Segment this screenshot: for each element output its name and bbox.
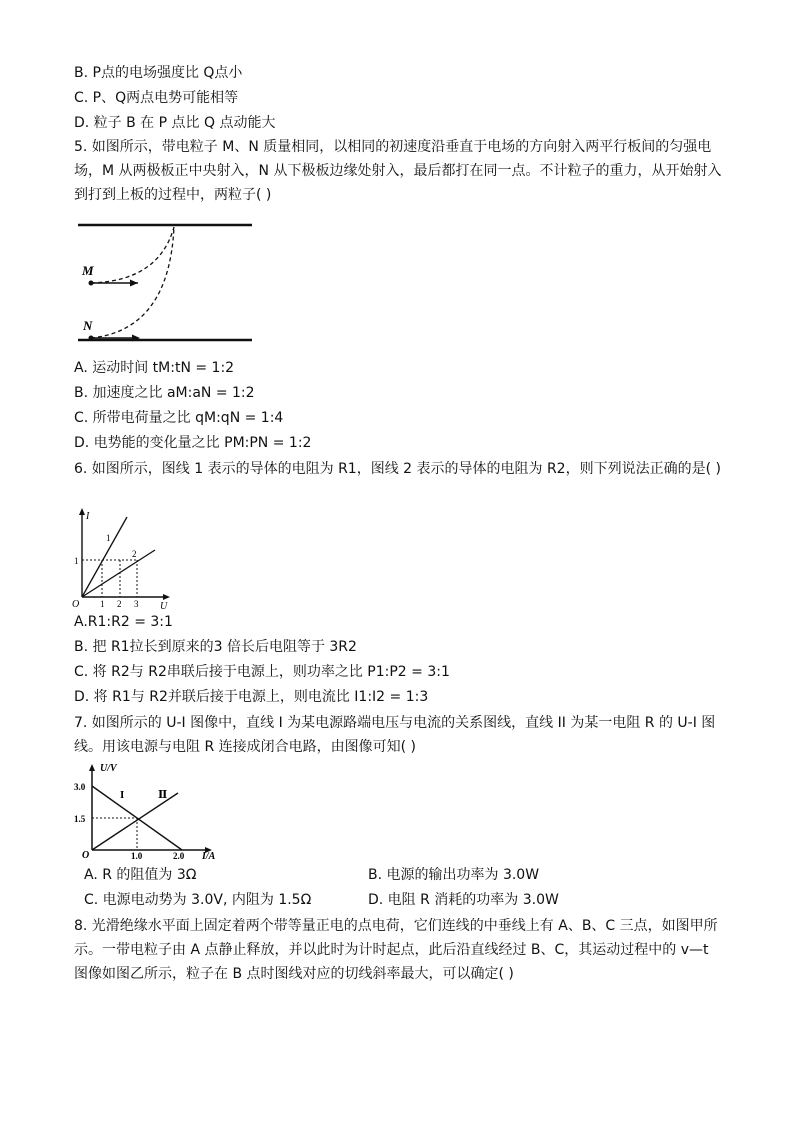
q7-figure-u-i-graph: [70, 758, 230, 863]
line-1-label: 1: [106, 533, 111, 543]
q6-option-c: C. 将 R2与 R2串联后接于电源上，则功率之比 P1:P2 = 3:1: [74, 664, 450, 680]
q5-option-c: C. 所带电荷量之比 qM:qN = 1:4: [74, 410, 284, 426]
arrowhead-m: [130, 280, 138, 287]
label-m: M: [82, 263, 94, 278]
q5-option-d: D. 电势能的变化量之比 PM:PN = 1:2: [74, 435, 312, 451]
x-tick-2-0: 2.0: [173, 851, 185, 861]
q6-option-d: D. 将 R1与 R2并联后接于电源上，则电流比 I1:I2 = 1:3: [74, 689, 429, 705]
y-axis-arrow: [89, 764, 95, 771]
x-tick-1-0: 1.0: [131, 851, 143, 861]
particle-n: [89, 336, 94, 341]
label-n: N: [83, 318, 93, 333]
q7-option-d: D. 电阻 R 消耗的功率为 3.0W: [368, 892, 559, 908]
x-tick-2: 2: [117, 599, 122, 609]
x-axis-label: I/A: [202, 851, 216, 862]
y-axis-arrow: [79, 508, 85, 515]
line-i-label: I: [120, 789, 125, 801]
line-2-label: 2: [132, 549, 137, 559]
trajectory-m: [91, 227, 174, 283]
x-axis-label: U: [160, 601, 168, 610]
line-ii: [92, 793, 178, 850]
q7-option-b: B. 电源的输出功率为 3.0W: [368, 867, 540, 883]
origin-label: O: [82, 850, 90, 861]
q5-option-a: A. 运动时间 tM:tN = 1:2: [74, 360, 235, 376]
y-tick-3-0: 3.0: [74, 782, 86, 792]
line-2: [82, 550, 155, 597]
q6-figure-i-u-graph: [70, 505, 180, 610]
y-tick-1: 1: [74, 556, 79, 566]
q5-option-b: B. 加速度之比 aM:aN = 1:2: [74, 385, 255, 401]
x-tick-3: 3: [134, 599, 139, 609]
line-ii-label: Ⅱ: [158, 789, 168, 801]
q8-stem: 8. 光滑绝缘水平面上固定着两个带等量正电的点电荷，它们连线的中垂线上有 A、B、C 三点，如图甲所示。一带电粒子由 A 点静止释放，并以此时为计时起点，此后沿直线经过 B、C，其运动过程中的 v—t 图像如图乙所示，粒子在 B 点时图线对应的切线斜率最大，可以确定( ): [74, 918, 718, 982]
q7-option-a: A. R 的阻值为 3Ω: [84, 867, 197, 883]
q7-stem: 7. 如图所示的 U-I 图像中，直线 I 为某电源路端电压与电流的关系图线，直线 II 为某一电阻 R 的 U-I 图线。用该电源与电阻 R 连接成闭合电路，由图像可知( ): [74, 715, 716, 755]
origin-label: O: [72, 599, 80, 610]
y-axis-label: I: [86, 511, 90, 522]
q4-option-d: D. 粒子 B 在 P 点比 Q 点动能大: [74, 115, 276, 131]
q7-option-c: C. 电源电动势为 3.0V, 内阻为 1.5Ω: [84, 892, 312, 908]
particle-m: [89, 281, 94, 286]
x-tick-1: 1: [100, 599, 105, 609]
q5-figure-parallel-plates: [74, 215, 264, 350]
q4-option-c: C. P、Q两点电势可能相等: [74, 90, 239, 106]
q6-stem: 6. 如图所示，图线 1 表示的导体的电阻为 R1，图线 2 表示的导体的电阻为 R2，则下列说法正确的是( ): [74, 461, 721, 477]
q4-option-b: B. P点的电场强度比 Q点小: [74, 65, 243, 81]
q6-option-b: B. 把 R1拉长到原来的3 倍长后电阻等于 3R2: [74, 639, 357, 655]
q6-option-a: A.R1:R2 = 3:1: [74, 614, 173, 630]
q5-stem: 5. 如图所示，带电粒子 M、N 质量相同，以相同的初速度沿垂直于电场的方向射入两平行板间的匀强电场，M 从两极板正中央射入，N 从下极板边缘处射入，最后都打在同一点。不计粒子的重力，从开始射入到打到上板的过程中，两粒子( ): [74, 139, 722, 203]
x-axis-arrow: [163, 594, 170, 600]
y-axis-label: U/V: [100, 763, 117, 774]
y-tick-1-5: 1.5: [74, 814, 86, 824]
